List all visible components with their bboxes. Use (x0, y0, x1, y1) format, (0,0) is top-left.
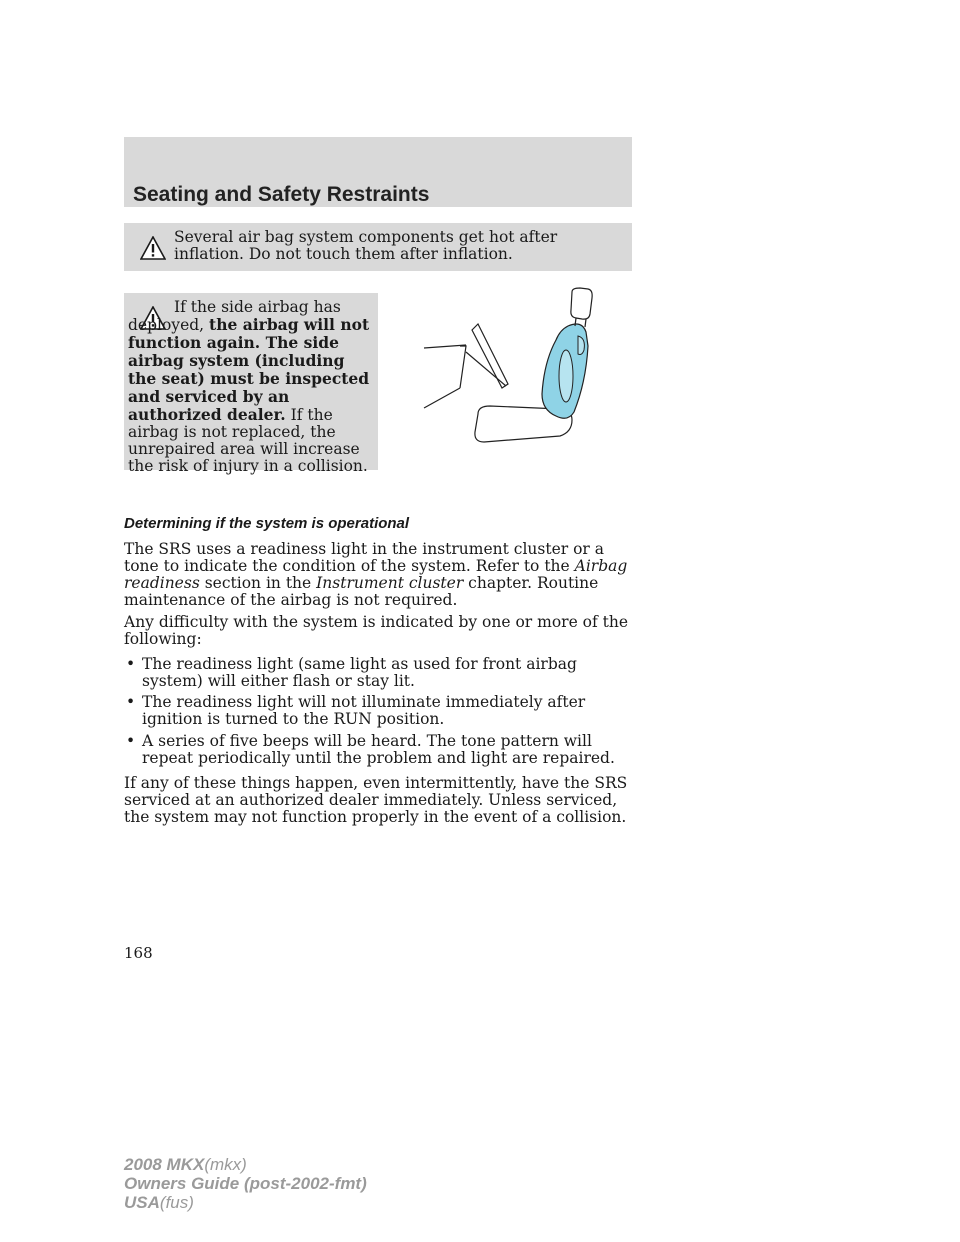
paragraph-service: If any of these things happen, even intermittently, have the SRS serviced at an authorized dealer immediately. Unless serviced, the system may not function properly in the event of a collision. (124, 774, 628, 826)
list-item-text: A series of five beeps will be heard. The tone pattern will repeat periodically until the problem and light are repaired. (142, 732, 615, 767)
warning-text (128, 299, 374, 475)
warning-triangle-icon (140, 236, 166, 260)
list-item-text: The readiness light (same light as used for front airbag system) will either flash or stay lit. (142, 655, 577, 690)
warning-text: Several air bag system components get hot after inflation. Do not touch them after inflation. (174, 228, 558, 263)
footer-guide-format: Owners Guide (post-2002-fmt) (124, 1174, 367, 1193)
footer-market: USA (124, 1193, 160, 1212)
bullet-marker: • (126, 693, 136, 711)
paragraph-difficulty: Any difficulty with the system is indicated by one or more of the following: (124, 613, 629, 648)
paragraph-text: chapter. Routine maintenance of the airbag is not required. (124, 574, 599, 609)
warning-box-hot-components (124, 223, 632, 271)
bullet-marker: • (126, 655, 136, 673)
document-footer (124, 1155, 367, 1212)
footer-model: 2008 MKX (124, 1155, 205, 1174)
side-airbag-seat-illustration (420, 286, 600, 448)
bullet-marker: • (126, 732, 136, 750)
section-subheading: Determining if the system is operational (124, 515, 410, 532)
warning-box-side-airbag (124, 293, 378, 475)
page-title: Seating and Safety Restraints (133, 183, 430, 206)
list-item-text: The readiness light will not illuminate immediately after ignition is turned to the RUN position. (142, 693, 586, 728)
warning-text-end: If the airbag is not replaced, the unrepaired area will increase the risk of injury in a collision. (128, 406, 368, 475)
paragraph-readiness-light (124, 541, 634, 609)
section-header (124, 137, 632, 207)
paragraph-text: section in the (204, 574, 312, 592)
page-number: 168 (124, 944, 153, 962)
warning-text-intro: If the side airbag has deployed, (128, 298, 341, 334)
footer-market-code: (fus) (159, 1193, 194, 1212)
reference-airbag-readiness: Airbag readiness (124, 557, 628, 592)
footer-model-code: (mkx) (204, 1155, 247, 1174)
warning-text-bold: the airbag will not function again. The side airbag system (including the seat) must be inspected and serviced by an authorized dealer. (128, 315, 370, 424)
paragraph-text: The SRS uses a readiness light in the instrument cluster or a tone to indicate the condition of the system. Refer to the (124, 540, 605, 575)
reference-instrument-cluster: Instrument cluster (316, 574, 464, 592)
